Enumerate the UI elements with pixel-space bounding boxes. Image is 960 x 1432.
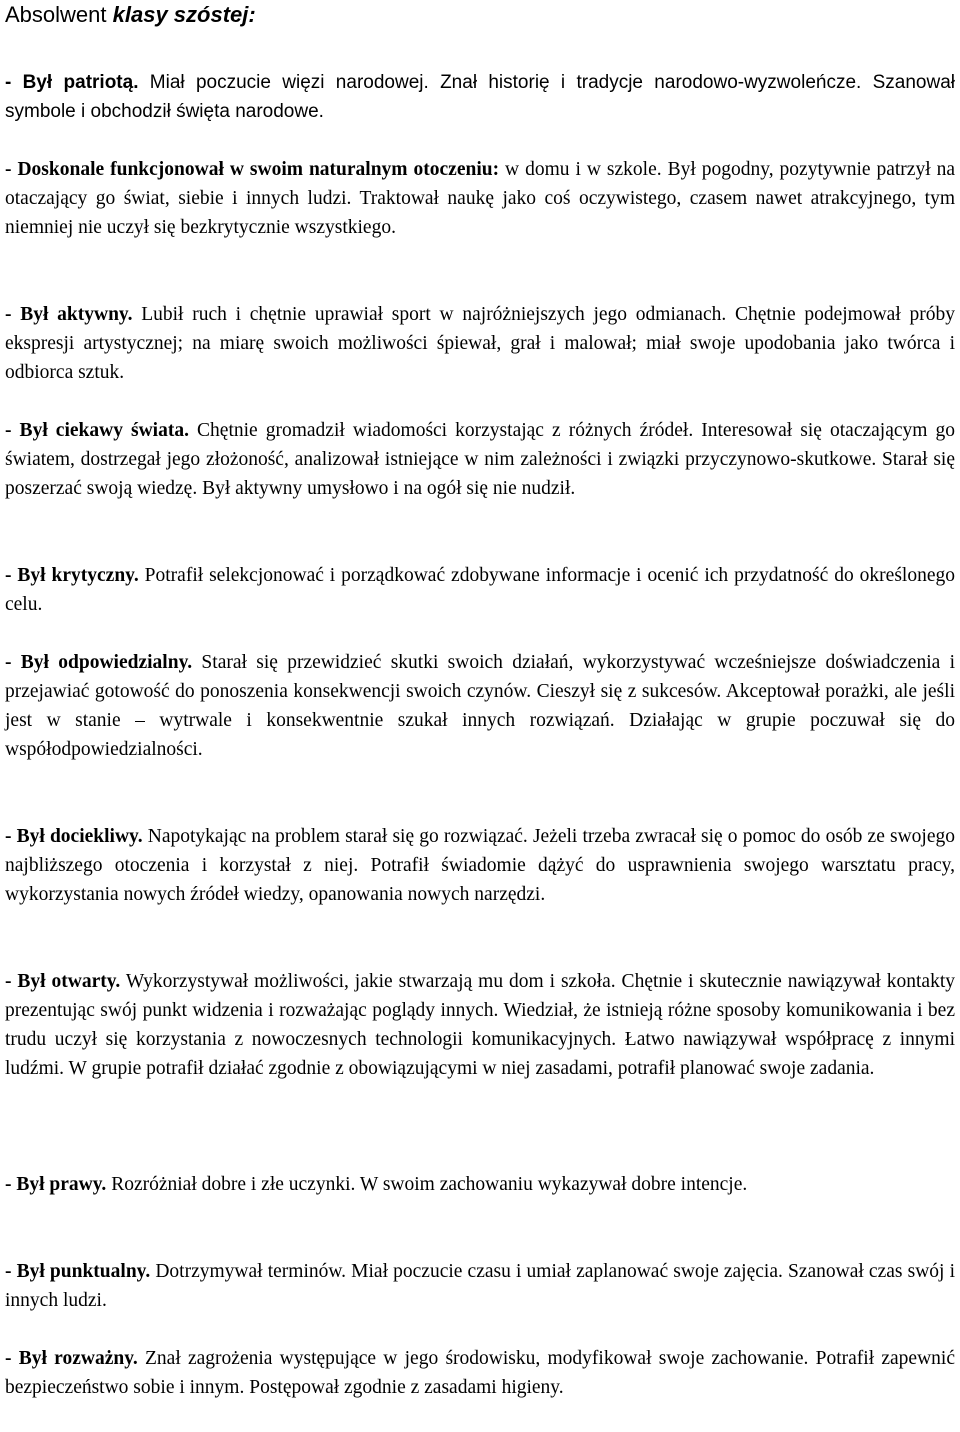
trait-text: Lubił ruch i chętnie uprawiał sport w najróżniejszych jego odmianach. Chętnie podejmował próby ekspresji artystycznej; na miarę swoich możliwości śpiewał, grał i malował; miał swoje upodobania jako twórca i odbiorca sztuk.	[5, 304, 955, 383]
trait-prudent	[5, 1344, 955, 1402]
trait-text: Dotrzymywał terminów. Miał poczucie czasu i umiał zaplanować swoje zajęcia. Szanował czas swój i innych ludzi.	[5, 1261, 955, 1311]
trait-text: Starał się przewidzieć skutki swoich działań, wykorzystywać wcześniejsze doświadczenia i przejawiać gotowość do ponoszenia konsekwencji swoich czynów. Cieszył się z sukcesów. Akceptował porażki, ale jeśli jest w stanie – wytrwale i konsekwentnie szukał innych rozwiązań. Działając w grupie poczuwał się do współodpowiedzialności.	[5, 652, 956, 760]
trait-text: Chętnie gromadził wiadomości korzystając z różnych źródeł. Interesował się otaczającym go światem, dostrzegał jego złożoność, analizował istniejące w nim zależności i związki przyczynowo-skutkowe. Starał się poszerzać swoją wiedzę. Był aktywny umysłowo i na ogół się nie nudził.	[5, 420, 955, 499]
heading-emphasis: klasy szóstej:	[112, 2, 256, 27]
trait-critical	[5, 561, 955, 619]
trait-inquisitive	[5, 822, 955, 909]
trait-lead: - Był otwarty.	[5, 971, 121, 992]
document-heading	[5, 0, 256, 30]
trait-lead: - Był prawy.	[5, 1174, 107, 1195]
trait-righteous	[5, 1170, 955, 1199]
trait-text: Rozróżniał dobre i złe uczynki. W swoim zachowaniu wykazywał dobre intencje.	[106, 1174, 748, 1195]
trait-lead: - Był ciekawy świata.	[5, 420, 189, 441]
trait-text: Potrafił selekcjonować i porządkować zdobywane informacje i ocenić ich przydatność do określonego celu.	[5, 565, 955, 615]
trait-text: Znał zagrożenia występujące w jego środowisku, modyfikował swoje zachowanie. Potrafił zapewnić bezpieczeństwo sobie i innym. Postępował zgodnie z zasadami higieny.	[5, 1348, 955, 1398]
trait-patriot	[5, 68, 955, 126]
trait-lead: - Był patriotą.	[5, 72, 139, 93]
trait-text: Miał poczucie więzi narodowej. Znał historię i tradycje narodowo-wyzwoleńcze. Szanował symbole i obchodził święta narodowe.	[5, 72, 955, 122]
trait-punctual	[5, 1257, 955, 1315]
trait-lead: - Był dociekliwy.	[5, 826, 143, 847]
trait-text: Napotykając na problem starał się go rozwiązać. Jeżeli trzeba zwracał się o pomoc do osób ze swojego najbliższego otoczenia i korzystał z niej. Potrafił świadomie dążyć do usprawnienia swojego warsztatu pracy, wykorzystania nowych źródeł wiedzy, opanowania nowych narzędzi.	[5, 826, 955, 905]
trait-active	[5, 300, 955, 387]
trait-lead: - Był rozważny.	[5, 1348, 138, 1369]
trait-lead: - Był odpowiedzialny.	[5, 652, 193, 673]
trait-lead: - Był krytyczny.	[5, 565, 139, 586]
trait-lead: - Był punktualny.	[5, 1261, 151, 1282]
trait-open	[5, 967, 955, 1083]
trait-lead: - Doskonale funkcjonował w swoim naturalnym otoczeniu:	[5, 159, 500, 180]
trait-text: Wykorzystywał możliwości, jakie stwarzają mu dom i szkoła. Chętnie i skutecznie nawiązywał kontakty prezentując swój punkt widzenia i rozważając poglądy innych. Wiedział, że istnieją różne sposoby komunikowania i bez trudu uczył się korzystania z nowoczesnych technologii komunikacyjnych. Łatwo nawiązywał współpracę z innymi ludźmi. W grupie potrafił działać zgodnie z obowiązującymi w niej zasadami, potrafił planować swoje zadania.	[5, 971, 955, 1079]
trait-environment	[5, 155, 955, 242]
trait-text: w domu i w szkole. Był pogodny, pozytywnie patrzył na otaczający go świat, siebie i innych ludzi. Traktował naukę jako coś oczywistego, czasem nawet atrakcyjnego, tym niemniej nie uczył się bezkrytycznie wszystkiego.	[5, 159, 955, 238]
trait-responsible	[5, 648, 955, 764]
trait-curious	[5, 416, 955, 503]
trait-lead: - Był aktywny.	[5, 304, 133, 325]
heading-prefix: Absolwent	[5, 2, 113, 27]
